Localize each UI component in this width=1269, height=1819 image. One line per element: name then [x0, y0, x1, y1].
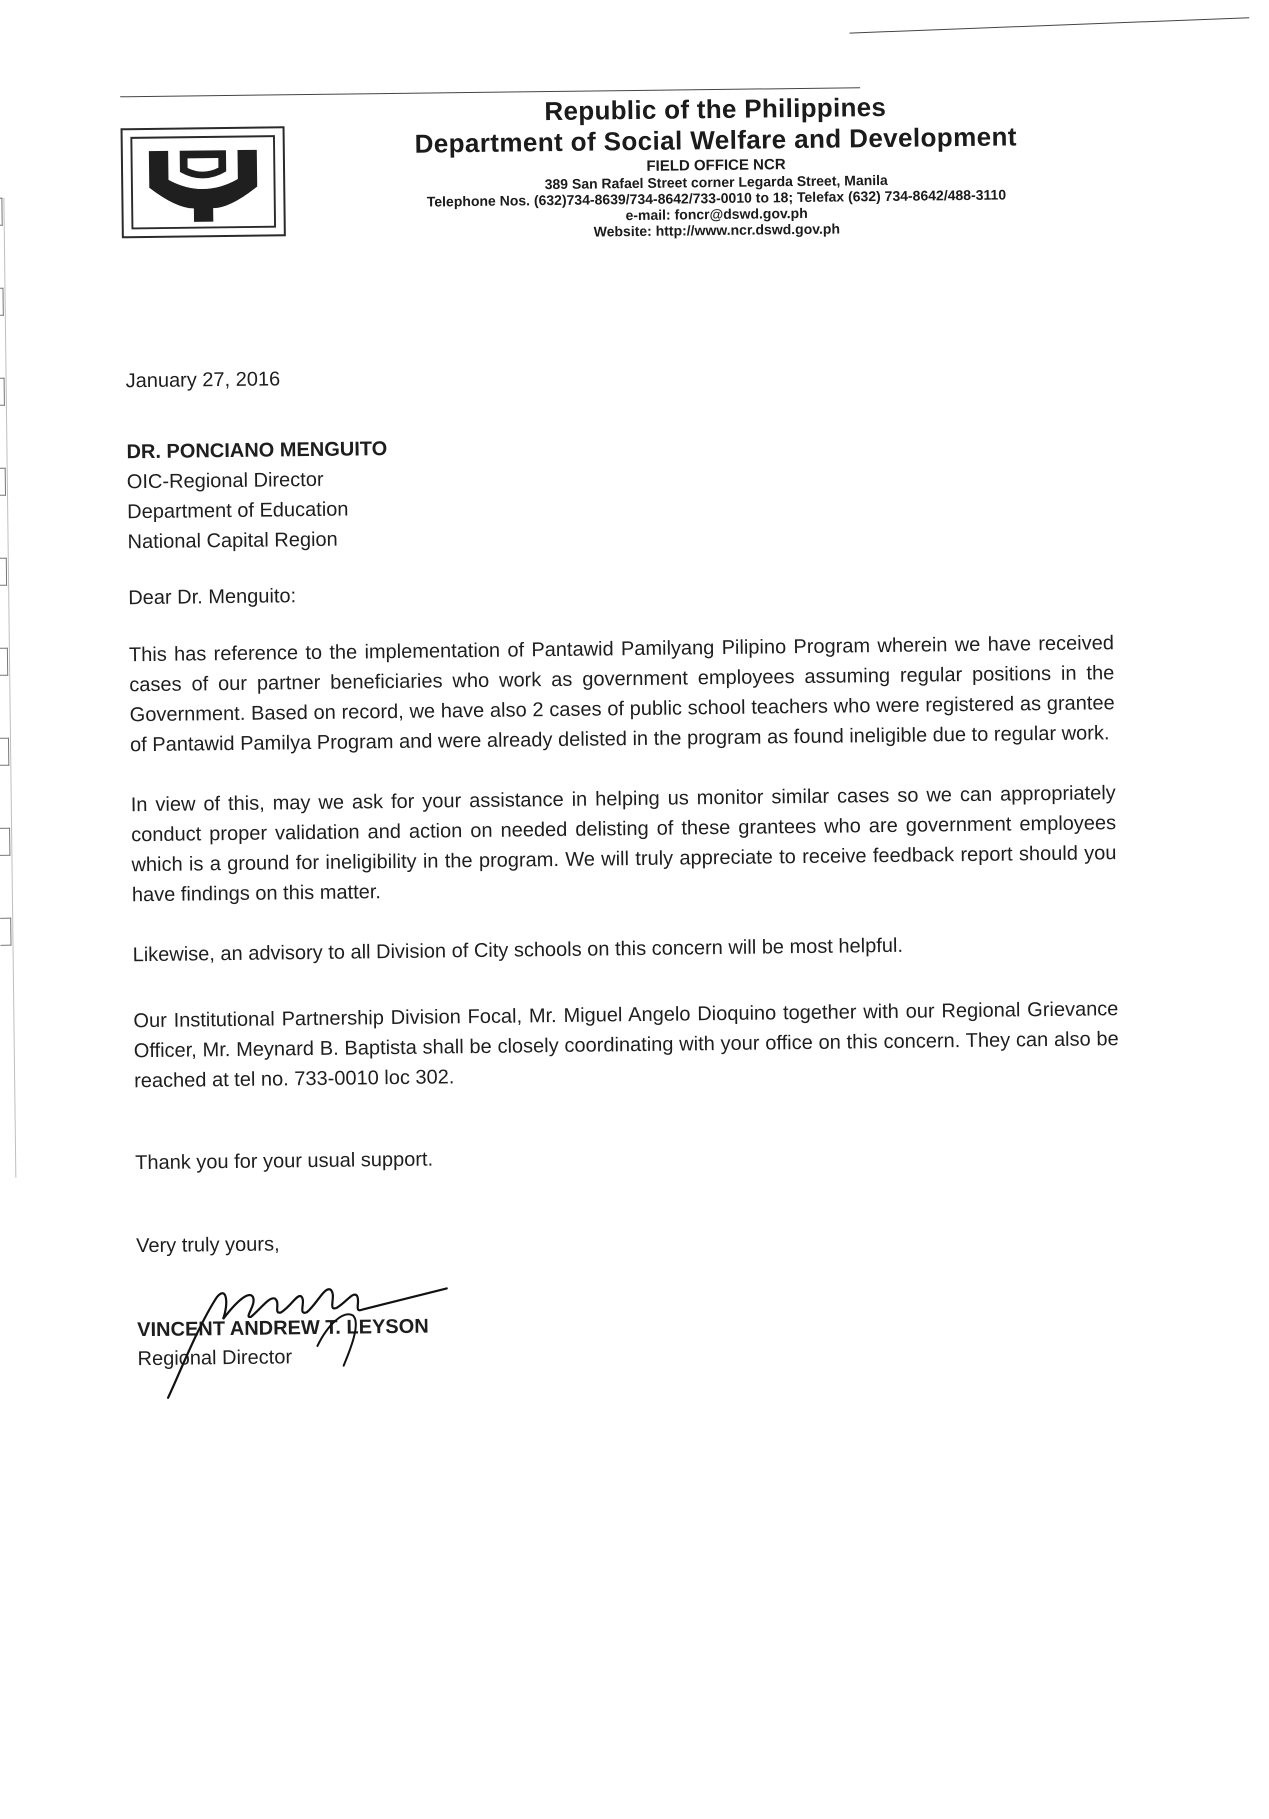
letter-body	[125, 358, 1137, 1374]
letterhead-email: e-mail: foncr@dswd.gov.ph	[625, 204, 808, 224]
recipient-title: OIC-Regional Director	[126, 468, 324, 494]
salutation: Dear Dr. Menguito:	[128, 585, 297, 610]
closing-line: Very truly yours,	[136, 1233, 280, 1258]
scan-fold-line	[849, 17, 1249, 33]
recipient-name: DR. PONCIANO MENGUITO	[126, 438, 388, 464]
letterhead-website: Website: http://www.ncr.dswd.gov.ph	[593, 220, 841, 240]
body-paragraph: Likewise, an advisory to all Division of City schools on this concern will be most helpful.	[132, 934, 904, 967]
letterhead-republic: Republic of the Philippines	[544, 91, 887, 127]
body-paragraph: This has reference to the implementation of Pantawid Pamilyang Pilipino Program wherein we have received cases of our partner beneficiaries who work as government employees assuming regular positions in the Government. Based on record, we have also 2 cases of public school teachers who were registered as grantee of Pantawid Pamilya Program and were already delisted in the program as found ineligible due to regular work.	[128, 632, 1115, 757]
body-paragraph: In view of this, may we ask for your assistance in helping us monitor similar cases so we can appropriately conduct proper validation and action on needed delisting of these grantees who are government employees which is a ground for ineligibility in the program. We will truly appreciate to receive feedback report should you have findings on this matter.	[130, 782, 1117, 907]
recipient-block	[126, 425, 1127, 557]
letterhead-address: 389 San Rafael Street corner Legarda Street, Manila	[544, 171, 888, 193]
dswd-logo-icon	[121, 126, 286, 238]
recipient-region: National Capital Region	[127, 528, 338, 554]
letterhead-field-office: FIELD OFFICE NCR	[646, 156, 786, 175]
signature-block	[137, 1304, 1138, 1374]
recipient-organization: Department of Education	[127, 498, 349, 524]
letterhead	[310, 89, 1122, 243]
signatory-title: Regional Director	[137, 1346, 293, 1371]
scan-edge-artifact	[0, 198, 16, 1178]
signatory-name: VINCENT ANDREW T. LEYSON	[137, 1315, 429, 1342]
body-paragraph: Our Institutional Partnership Division Focal, Mr. Miguel Angelo Dioquino together with our Regional Grievance Officer, Mr. Meynard B. Baptista shall be closely coordinating with your office on this concern. They can also be reached at tel no. 733-0010 loc 302.	[133, 998, 1119, 1093]
thanks-line: Thank you for your usual support.	[135, 1148, 434, 1175]
letterhead-telephone: Telephone Nos. (632)734-8639/734-8642/733-0010 to 18; Telefax (632) 734-8642/488-3110	[426, 186, 1007, 210]
letter-date: January 27, 2016	[125, 368, 281, 393]
letterhead-department: Department of Social Welfare and Development	[414, 121, 1018, 159]
